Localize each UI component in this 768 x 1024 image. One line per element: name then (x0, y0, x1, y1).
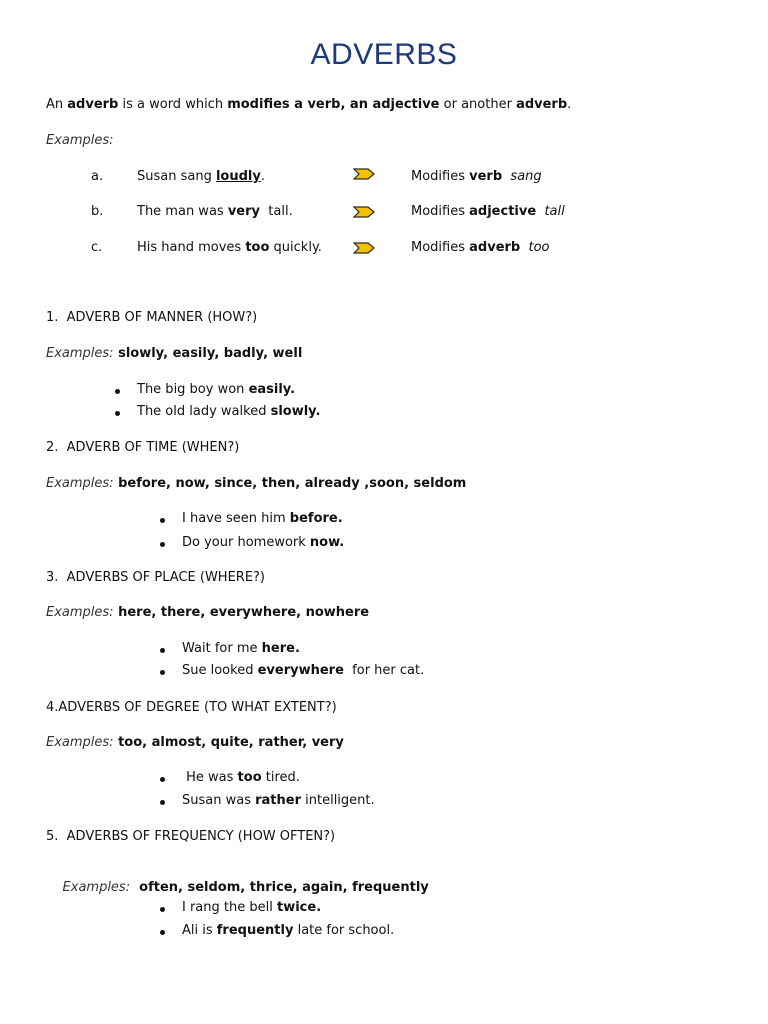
bullet-icon (160, 800, 165, 805)
example-adverb: too (245, 240, 270, 255)
bullet-text: I rang the bell (182, 900, 277, 915)
bullet-icon (160, 670, 165, 675)
bullet-adverb: frequently (216, 923, 294, 938)
bullet-adverb: easily. (248, 382, 296, 397)
examples-words: slowly, easily, badly, well (113, 346, 303, 361)
bullet-text-end: tired. (261, 770, 300, 785)
intro-bold-3: adverb (516, 97, 568, 112)
modifies-word: too (528, 240, 550, 255)
intro-sentence (46, 97, 571, 112)
example-text-end: . (260, 169, 265, 184)
section-heading: 2. ADVERB OF TIME (WHEN?) (46, 440, 240, 455)
bullet-adverb: everywhere (257, 663, 344, 678)
bullet-item (160, 793, 375, 808)
bullet-adverb: twice. (276, 900, 322, 915)
example-text: Susan sang (137, 169, 216, 184)
bullet-item (160, 535, 344, 550)
example-adverb: loudly (215, 169, 261, 184)
bullet-adverb: slowly. (270, 404, 321, 419)
bullet-text-end: late for school. (293, 923, 395, 938)
yellow-chevron-arrow-icon (353, 242, 375, 254)
section-examples (46, 476, 466, 491)
section-heading: 1. ADVERB OF MANNER (HOW?) (46, 310, 258, 325)
bullet-text: The old lady walked (137, 404, 271, 419)
bullet-icon (160, 518, 165, 523)
example-adverb: very (227, 204, 261, 219)
bullet-text: The big boy won (137, 382, 249, 397)
intro-bold-2: modifies a verb, an adjective (227, 97, 440, 112)
intro-text-1: An (46, 97, 68, 112)
intro-text-3: or another (439, 97, 517, 112)
modifies-text: Modifies (411, 240, 470, 255)
bullet-text: Ali is (182, 923, 217, 938)
modifies-text: Modifies (411, 204, 470, 219)
section-examples (46, 735, 344, 750)
modifies-word: sang (510, 169, 542, 184)
examples-words: too, almost, quite, rather, very (113, 735, 344, 750)
bullet-item (160, 923, 394, 938)
intro-text-2: is a word which (118, 97, 228, 112)
bullet-adverb: now. (309, 535, 345, 550)
modifies-word: tall (544, 204, 565, 219)
bullet-icon (160, 542, 165, 547)
section-heading: 3. ADVERBS OF PLACE (WHERE?) (46, 570, 266, 585)
examples-label: Examples: (62, 880, 131, 895)
example-text: The man was (137, 204, 228, 219)
bullet-adverb: here. (261, 641, 300, 656)
bullet-item (160, 663, 424, 678)
section-examples (46, 346, 302, 361)
modifies-type: adverb (469, 240, 521, 255)
bullet-icon (160, 907, 165, 912)
modifies-text: Modifies (411, 169, 470, 184)
bullet-icon (160, 930, 165, 935)
example-letter: b. (91, 204, 104, 219)
bullet-adverb: before. (289, 511, 343, 526)
bullet-text: Sue looked (182, 663, 258, 678)
examples-words: often, seldom, thrice, again, frequently (130, 880, 429, 895)
intro-bold-1: adverb (67, 97, 119, 112)
example-text-end: tall. (260, 204, 293, 219)
example-text-end: quickly. (269, 240, 322, 255)
examples-label: Examples: (46, 605, 114, 620)
bullet-icon (115, 389, 120, 394)
example-text: His hand moves (137, 240, 246, 255)
examples-label: Examples: (46, 476, 114, 491)
bullet-icon (160, 648, 165, 653)
section-examples (46, 605, 369, 620)
bullet-adverb: rather (255, 793, 301, 808)
yellow-chevron-arrow-icon (353, 206, 375, 218)
examples-label: Examples: (46, 133, 114, 148)
modifies-note (411, 240, 550, 255)
bullet-adverb: too (237, 770, 262, 785)
section-heading: 5. ADVERBS OF FREQUENCY (HOW OFTEN?) (46, 829, 336, 844)
section-heading: 4.ADVERBS OF DEGREE (TO WHAT EXTENT?) (46, 700, 337, 715)
bullet-item (160, 641, 300, 656)
example-letter: c. (91, 240, 103, 255)
bullet-text: I have seen him (182, 511, 290, 526)
examples-label: Examples: (46, 346, 114, 361)
bullet-icon (115, 411, 120, 416)
example-sentence (137, 169, 265, 184)
example-sentence (137, 240, 322, 255)
bullet-item (160, 770, 300, 785)
bullet-icon (160, 777, 165, 782)
bullet-item (160, 900, 321, 915)
bullet-text: He was (182, 770, 238, 785)
yellow-chevron-arrow-icon (353, 168, 375, 180)
bullet-text-end: for her cat. (343, 663, 425, 678)
examples-words: here, there, everywhere, nowhere (113, 605, 370, 620)
bullet-text: Wait for me (182, 641, 262, 656)
modifies-type: verb (469, 169, 503, 184)
bullet-item (115, 382, 295, 397)
examples-label: Examples: (46, 735, 114, 750)
modifies-note (411, 204, 565, 219)
bullet-text-end: intelligent. (301, 793, 375, 808)
bullet-text: Susan was (182, 793, 256, 808)
page-title: ADVERBS (310, 38, 458, 71)
bullet-item (160, 511, 343, 526)
intro-text-4: . (567, 97, 572, 112)
modifies-type: adjective (469, 204, 537, 219)
examples-words: before, now, since, then, already ,soon, seldom (113, 476, 467, 491)
modifies-note (411, 169, 542, 184)
example-letter: a. (91, 169, 104, 184)
example-sentence (137, 204, 293, 219)
bullet-item (115, 404, 320, 419)
bullet-text: Do your homework (182, 535, 310, 550)
